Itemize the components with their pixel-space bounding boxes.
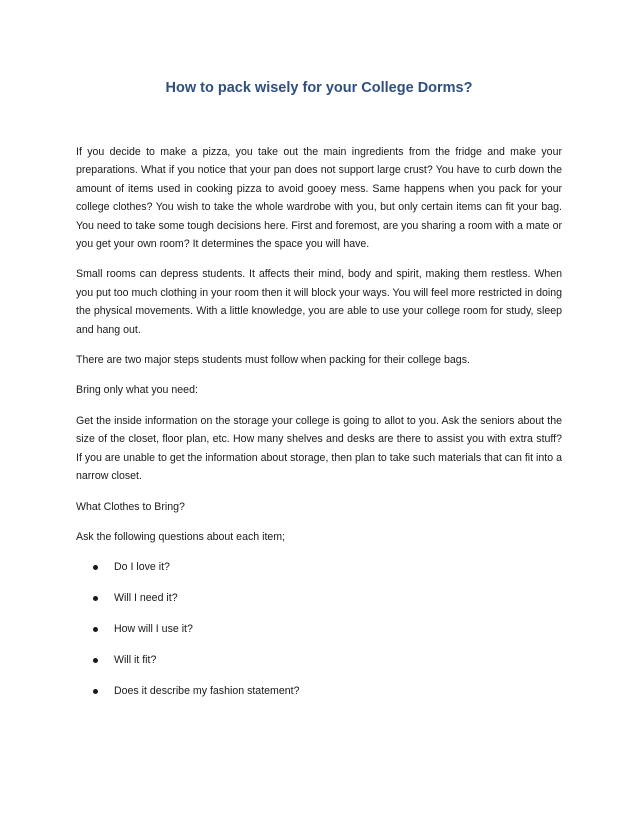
bullet-icon — [93, 627, 98, 632]
list-item-text: Will it fit? — [114, 654, 157, 667]
document-title: How to pack wisely for your College Dorms? — [165, 80, 473, 96]
paragraph-ask-questions: Ask the following questions about each item; — [76, 530, 286, 543]
list-item — [76, 589, 562, 607]
document-body — [76, 143, 562, 713]
list-item-text: Will I need it? — [114, 592, 178, 605]
document-page — [76, 0, 562, 826]
bullet-icon — [93, 565, 98, 570]
list-item — [76, 620, 562, 638]
bullet-icon — [93, 689, 98, 694]
list-item-text: Does it describe my fashion statement? — [114, 685, 300, 698]
paragraph-storage: Get the inside information on the storage your college is going to allot to you. Ask the seniors about the size of the closet, floor plan, etc. How many shelves and desks are there to assist you with extra stuff? If you are unable to get the information about storage, then plan to take such materials that can fit into a narrow closet. — [76, 414, 562, 483]
question-list — [76, 558, 562, 700]
paragraph-two-steps: There are two major steps students must follow when packing for their college bags. — [76, 354, 470, 367]
paragraph-intro: If you decide to make a pizza, you take out the main ingredients from the fridge and make your preparations. What if you notice that your pan does not support large crust? You have to curb down the amount of items used in cooking pizza to avoid gooey mess. Same happens when you pack for your college clothes? You wish to take the whole wardrobe with you, but only certain items can fit your bag. You need to take some tough decisions here. First and foremost, are you sharing a room with a mate or you get your own room? It determines the space you will have. — [76, 146, 562, 251]
paragraph-small-rooms: Small rooms can depress students. It affects their mind, body and spirit, making them restless. When you put too much clothing in your room then it will block your ways. You will feel more restricted in doing the physical movements. With a little knowledge, you are able to use your college room for study, sleep and hang out. — [76, 268, 562, 336]
bullet-icon — [93, 658, 98, 663]
list-item — [76, 558, 562, 576]
list-item-text: Do I love it? — [114, 561, 170, 574]
heading-what-clothes: What Clothes to Bring? — [76, 500, 185, 513]
list-item — [76, 682, 562, 700]
list-item — [76, 651, 562, 669]
bullet-icon — [93, 596, 98, 601]
list-item-text: How will I use it? — [114, 623, 193, 636]
heading-bring-only: Bring only what you need: — [76, 384, 198, 397]
